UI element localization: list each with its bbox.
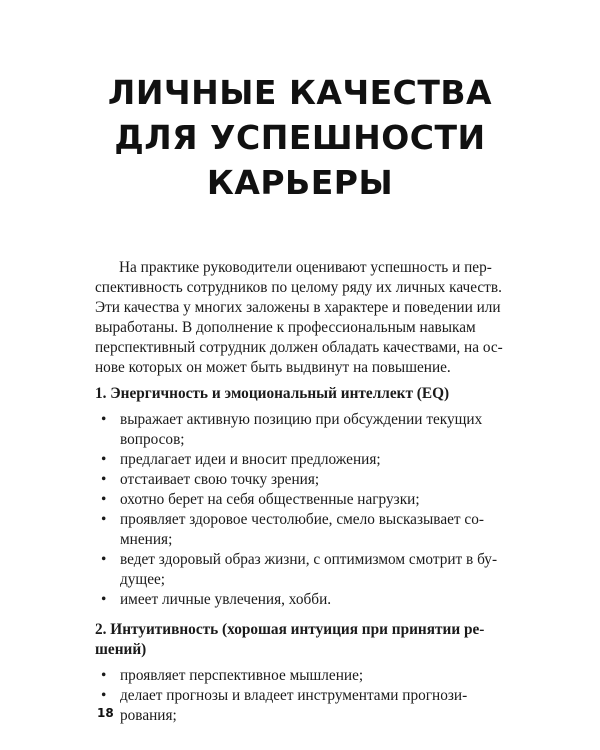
list-item-line: предлагает идеи и вносит предложения; [120, 451, 381, 468]
bullet-icon: • [101, 667, 107, 684]
section-1-list [95, 410, 523, 610]
section-2-heading-line: 2. Интуитивность (хорошая интуиция при принятии ре- [95, 621, 485, 638]
list-item [95, 490, 523, 510]
bullet-icon: • [101, 687, 107, 704]
list-item [95, 510, 523, 550]
intro-line: Эти качества у многих заложены в характере и поведении или [95, 299, 501, 316]
bullet-icon: • [101, 551, 107, 568]
section-2-heading [95, 620, 523, 660]
intro-line: выработаны. В дополнение к профессиональным навыкам [95, 319, 476, 336]
list-item-line: рования; [120, 707, 177, 724]
intro-line: спективность сотрудников по целому ряду их личных качеств. [95, 279, 502, 296]
list-item [95, 450, 523, 470]
bullet-icon: • [101, 511, 107, 528]
list-item [95, 686, 523, 726]
list-item-line: выражает активную позицию при обсуждении текущих [120, 411, 483, 428]
list-item-line: проявляет здоровое честолюбие, смело высказывает со- [120, 511, 484, 528]
intro-line: перспективный сотрудник должен обладать качествами, на ос- [95, 339, 503, 356]
list-item [95, 470, 523, 490]
list-item-line: проявляет перспективное мышление; [120, 667, 364, 684]
list-item-line: делает прогнозы и владеет инструментами прогнози- [120, 687, 468, 704]
list-item [95, 666, 523, 686]
page-number: 18 [97, 706, 114, 720]
section-2-list [95, 666, 523, 726]
intro-line: нове которых он может быть выдвинут на повышение. [95, 359, 451, 376]
chapter-title [0, 70, 600, 205]
list-item [95, 590, 523, 610]
bullet-icon: • [101, 411, 107, 428]
intro-line: На практике руководители оценивают успешность и пер- [119, 259, 492, 276]
list-item [95, 410, 523, 450]
bullet-icon: • [101, 451, 107, 468]
list-item-line: охотно берет на себя общественные нагрузки; [120, 491, 420, 508]
chapter-title-line-2: ДЛЯ УСПЕШНОСТИ [114, 118, 486, 157]
list-item-line: отстаивает свою точку зрения; [120, 471, 320, 488]
list-item-line: дущее; [120, 571, 166, 588]
list-item-line: мнения; [120, 531, 173, 548]
list-item-line: ведет здоровый образ жизни, с оптимизмом смотрит в бу- [120, 551, 498, 568]
section-1-heading: 1. Энергичность и эмоциональный интеллект (EQ) [95, 385, 450, 402]
chapter-title-line-3: КАРЬЕРЫ [206, 163, 394, 202]
page-body [95, 258, 523, 726]
list-item-line: вопросов; [120, 431, 185, 448]
section-2-heading-line: шений) [95, 641, 147, 658]
bullet-icon: • [101, 491, 107, 508]
list-item-line: имеет личные увлечения, хобби. [120, 591, 332, 608]
bullet-icon: • [101, 471, 107, 488]
intro-paragraph [95, 258, 523, 378]
list-item [95, 550, 523, 590]
bullet-icon: • [101, 591, 107, 608]
chapter-title-line-1: ЛИЧНЫЕ КАЧЕСТВА [107, 73, 493, 112]
